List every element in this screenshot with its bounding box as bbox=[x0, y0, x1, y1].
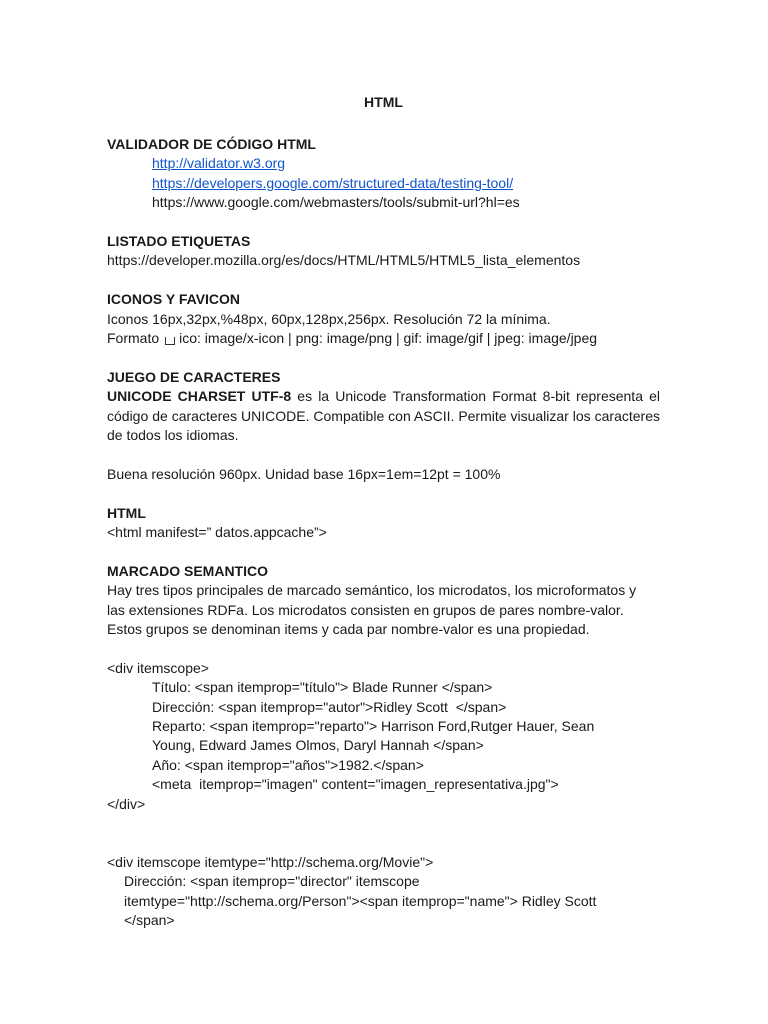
code-block1-titulo: Título: <span itemprop="título"> Blade Runner </span> bbox=[152, 679, 493, 696]
link-validator-w3[interactable]: http://validator.w3.org bbox=[152, 155, 286, 172]
iconos-formato bbox=[107, 329, 660, 348]
document-page bbox=[107, 93, 660, 931]
iconos-sizes: Iconos 16px,32px,%48px, 60px,128px,256px. Resolución 72 la mínima. bbox=[107, 310, 551, 327]
heading-validador: VALIDADOR DE CÓDIGO HTML bbox=[107, 136, 316, 152]
formato-list: ico: image/x-icon | png: image/png | gif: image/gif | jpeg: image/jpeg bbox=[179, 330, 598, 347]
resolucion-line: Buena resolución 960px. Unidad base 16px=1em=12pt = 100% bbox=[107, 465, 501, 482]
heading-iconos: ICONOS Y FAVICON bbox=[107, 291, 241, 308]
unicode-text: es la Unicode Transformation Format 8-bit representa el código de caracteres UNICODE. Compatible con ASCII. Permite visualizar los caracteres de todos los idiomas. bbox=[107, 388, 661, 444]
code-block1-direccion: Dirección: <span itemprop="autor">Ridley Scott </span> bbox=[152, 698, 507, 715]
url-google-submit: https://www.google.com/webmasters/tools/submit-url?hl=es bbox=[152, 194, 520, 211]
url-mozilla-list: https://developer.mozilla.org/es/docs/HTML/HTML5/HTML5_lista_elementos bbox=[107, 252, 581, 269]
heading-html: HTML bbox=[107, 504, 146, 521]
formato-label: Formato bbox=[107, 330, 160, 347]
code-block2-line1: Dirección: <span itemprop="director" itemscope bbox=[124, 873, 420, 890]
document-title: HTML bbox=[364, 94, 403, 110]
link-google-testing-tool[interactable]: https://developers.google.com/structured-data/testing-tool/ bbox=[152, 174, 514, 191]
code-block1-close: </div> bbox=[107, 795, 146, 812]
unicode-bold-lead: UNICODE CHARSET UTF-8 bbox=[107, 388, 292, 405]
html-manifest-code: <html manifest=” datos.appcache”> bbox=[107, 524, 327, 541]
marcado-paragraph: Hay tres tipos principales de marcado semántico, los microdatos, los microformatos y las extensiones RDFa. Los microdatos consisten en grupos de pares nombre-valor. Estos grupos se denominan items y cada par nombre-valor es una propiedad. bbox=[107, 582, 637, 638]
code-block1-reparto: Reparto: <span itemprop="reparto"> Harrison Ford,Rutger Hauer, Sean Young, Edward James Olmos, Daryl Hannah </span> bbox=[152, 718, 595, 754]
code-block2-open: <div itemscope itemtype="http://schema.org/Movie"> bbox=[107, 853, 434, 870]
heading-marcado: MARCADO SEMANTICO bbox=[107, 562, 268, 579]
unicode-paragraph bbox=[107, 387, 660, 445]
code-block1-meta: <meta itemprop="imagen" content="imagen_representativa.jpg"> bbox=[152, 776, 559, 793]
code-block2-line2: itemtype="http://schema.org/Person"><span itemprop="name"> Ridley Scott bbox=[124, 892, 597, 909]
heading-juego: JUEGO DE CARACTERES bbox=[107, 368, 281, 385]
space-marker-icon bbox=[165, 337, 175, 345]
heading-listado: LISTADO ETIQUETAS bbox=[107, 233, 251, 250]
code-block1-anio: Año: <span itemprop="años">1982.</span> bbox=[152, 756, 424, 773]
code-block1-open: <div itemscope> bbox=[107, 659, 209, 676]
code-block2-line3: </span> bbox=[124, 912, 175, 929]
